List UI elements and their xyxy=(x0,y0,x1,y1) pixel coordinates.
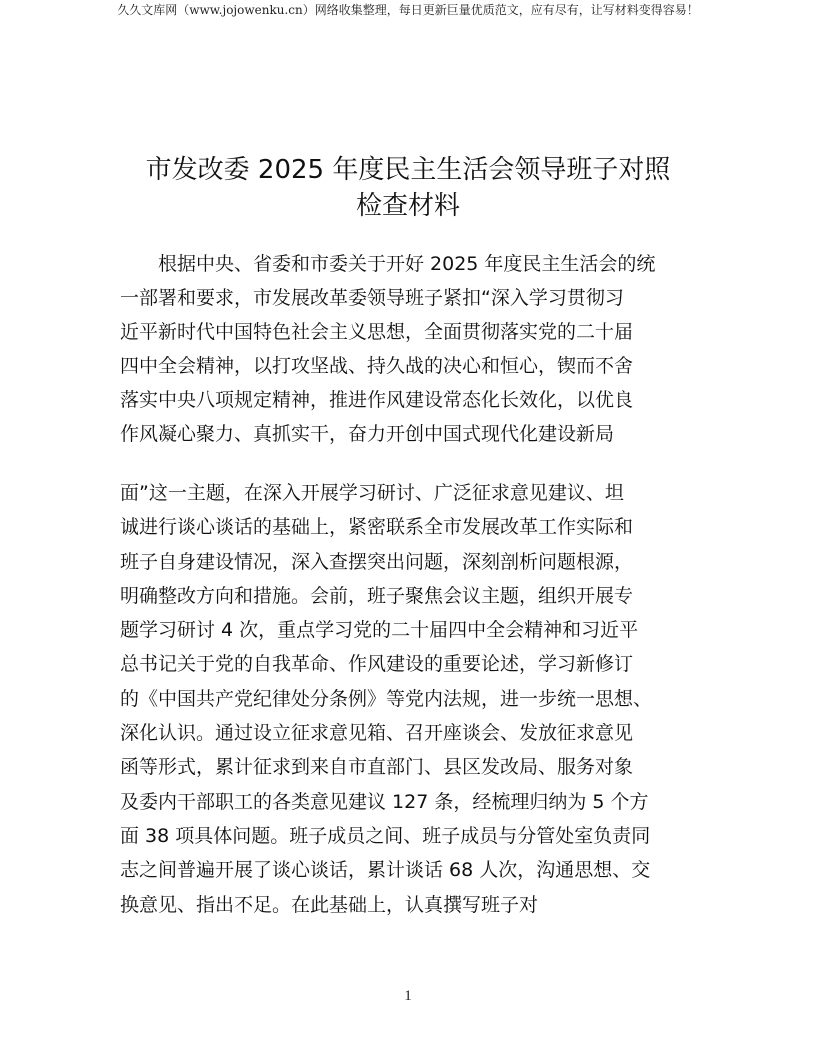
header-banner: 久久文库网（www.jojowenku.cn）网络收集整理，每日更新巨量优质范文，应有尽有，让写材料变得容易！ xyxy=(117,3,699,17)
paragraph-line: 题学习研讨 4 次，重点学习党的二十届四中全会精神和习近平 xyxy=(120,619,639,642)
paragraph-line: 落实中央八项规定精神，推进作风建设常态化长效化，以优良 xyxy=(120,389,634,411)
paragraph-line: 深化认识。通过设立征求意见箱、召开座谈会、发放征求意见 xyxy=(120,722,634,745)
paragraph-line: 作风凝心聚力、真抓实干，奋力开创中国式现代化建设新局 xyxy=(120,423,615,445)
paragraph-line: 面”这一主题，在深入开展学习研讨、广泛征求意见建议、坦 xyxy=(120,482,624,504)
paragraph-line: 函等形式，累计征求到来自市直部门、县区发改局、服务对象 xyxy=(120,756,634,779)
document-title xyxy=(100,152,716,224)
document-title-line-1: 市发改委 2025 年度民主生活会领导班子对照 xyxy=(145,155,671,185)
paragraph-line: 近平新时代中国特色社会主义思想，全面贯彻落实党的二十届 xyxy=(120,321,634,343)
paragraph-line: 的《中国共产党纪律处分条例》等党内法规，进一步统一思想、 xyxy=(120,687,653,710)
paragraph-1 xyxy=(120,247,696,451)
paragraph-line: 一部署和要求，市发展改革委领导班子紧扣“深入学习贯彻习 xyxy=(120,287,624,309)
paragraph-line: 及委内干部职工的各类意见建议 127 条，经梳理归纳为 5 个方 xyxy=(120,790,649,813)
document-title-line-2: 检查材料 xyxy=(355,191,460,221)
paragraph-line: 面 38 项具体问题。班子成员之间、班子成员与分管处室负责同 xyxy=(120,824,651,847)
paragraph-line: 诚进行谈心谈话的基础上，紧密联系全市发展改革工作实际和 xyxy=(120,516,634,539)
paragraph-line: 班子自身建设情况，深入查摆突出问题，深刻剖析问题根源， xyxy=(120,550,634,573)
paragraph-line: 志之间普遍开展了谈心谈话，累计谈话 68 人次，沟通思想、交 xyxy=(120,859,651,882)
paragraph-line: 总书记关于党的自我革命、作风建设的重要论述，学习新修订 xyxy=(120,653,634,676)
paragraph-line: 根据中央、省委和市委关于开好 2025 年度民主生活会的统 xyxy=(120,253,656,275)
paragraph-line: 四中全会精神，以打攻坚战、持久战的决心和恒心，锲而不舍 xyxy=(120,355,634,377)
paragraph-2 xyxy=(120,476,696,922)
paragraph-line: 明确整改方向和措施。会前，班子聚焦会议主题，组织开展专 xyxy=(120,584,634,607)
page-number: 1 xyxy=(404,988,412,1004)
paragraph-line: 换意见、指出不足。在此基础上，认真撰写班子对 xyxy=(120,893,539,916)
